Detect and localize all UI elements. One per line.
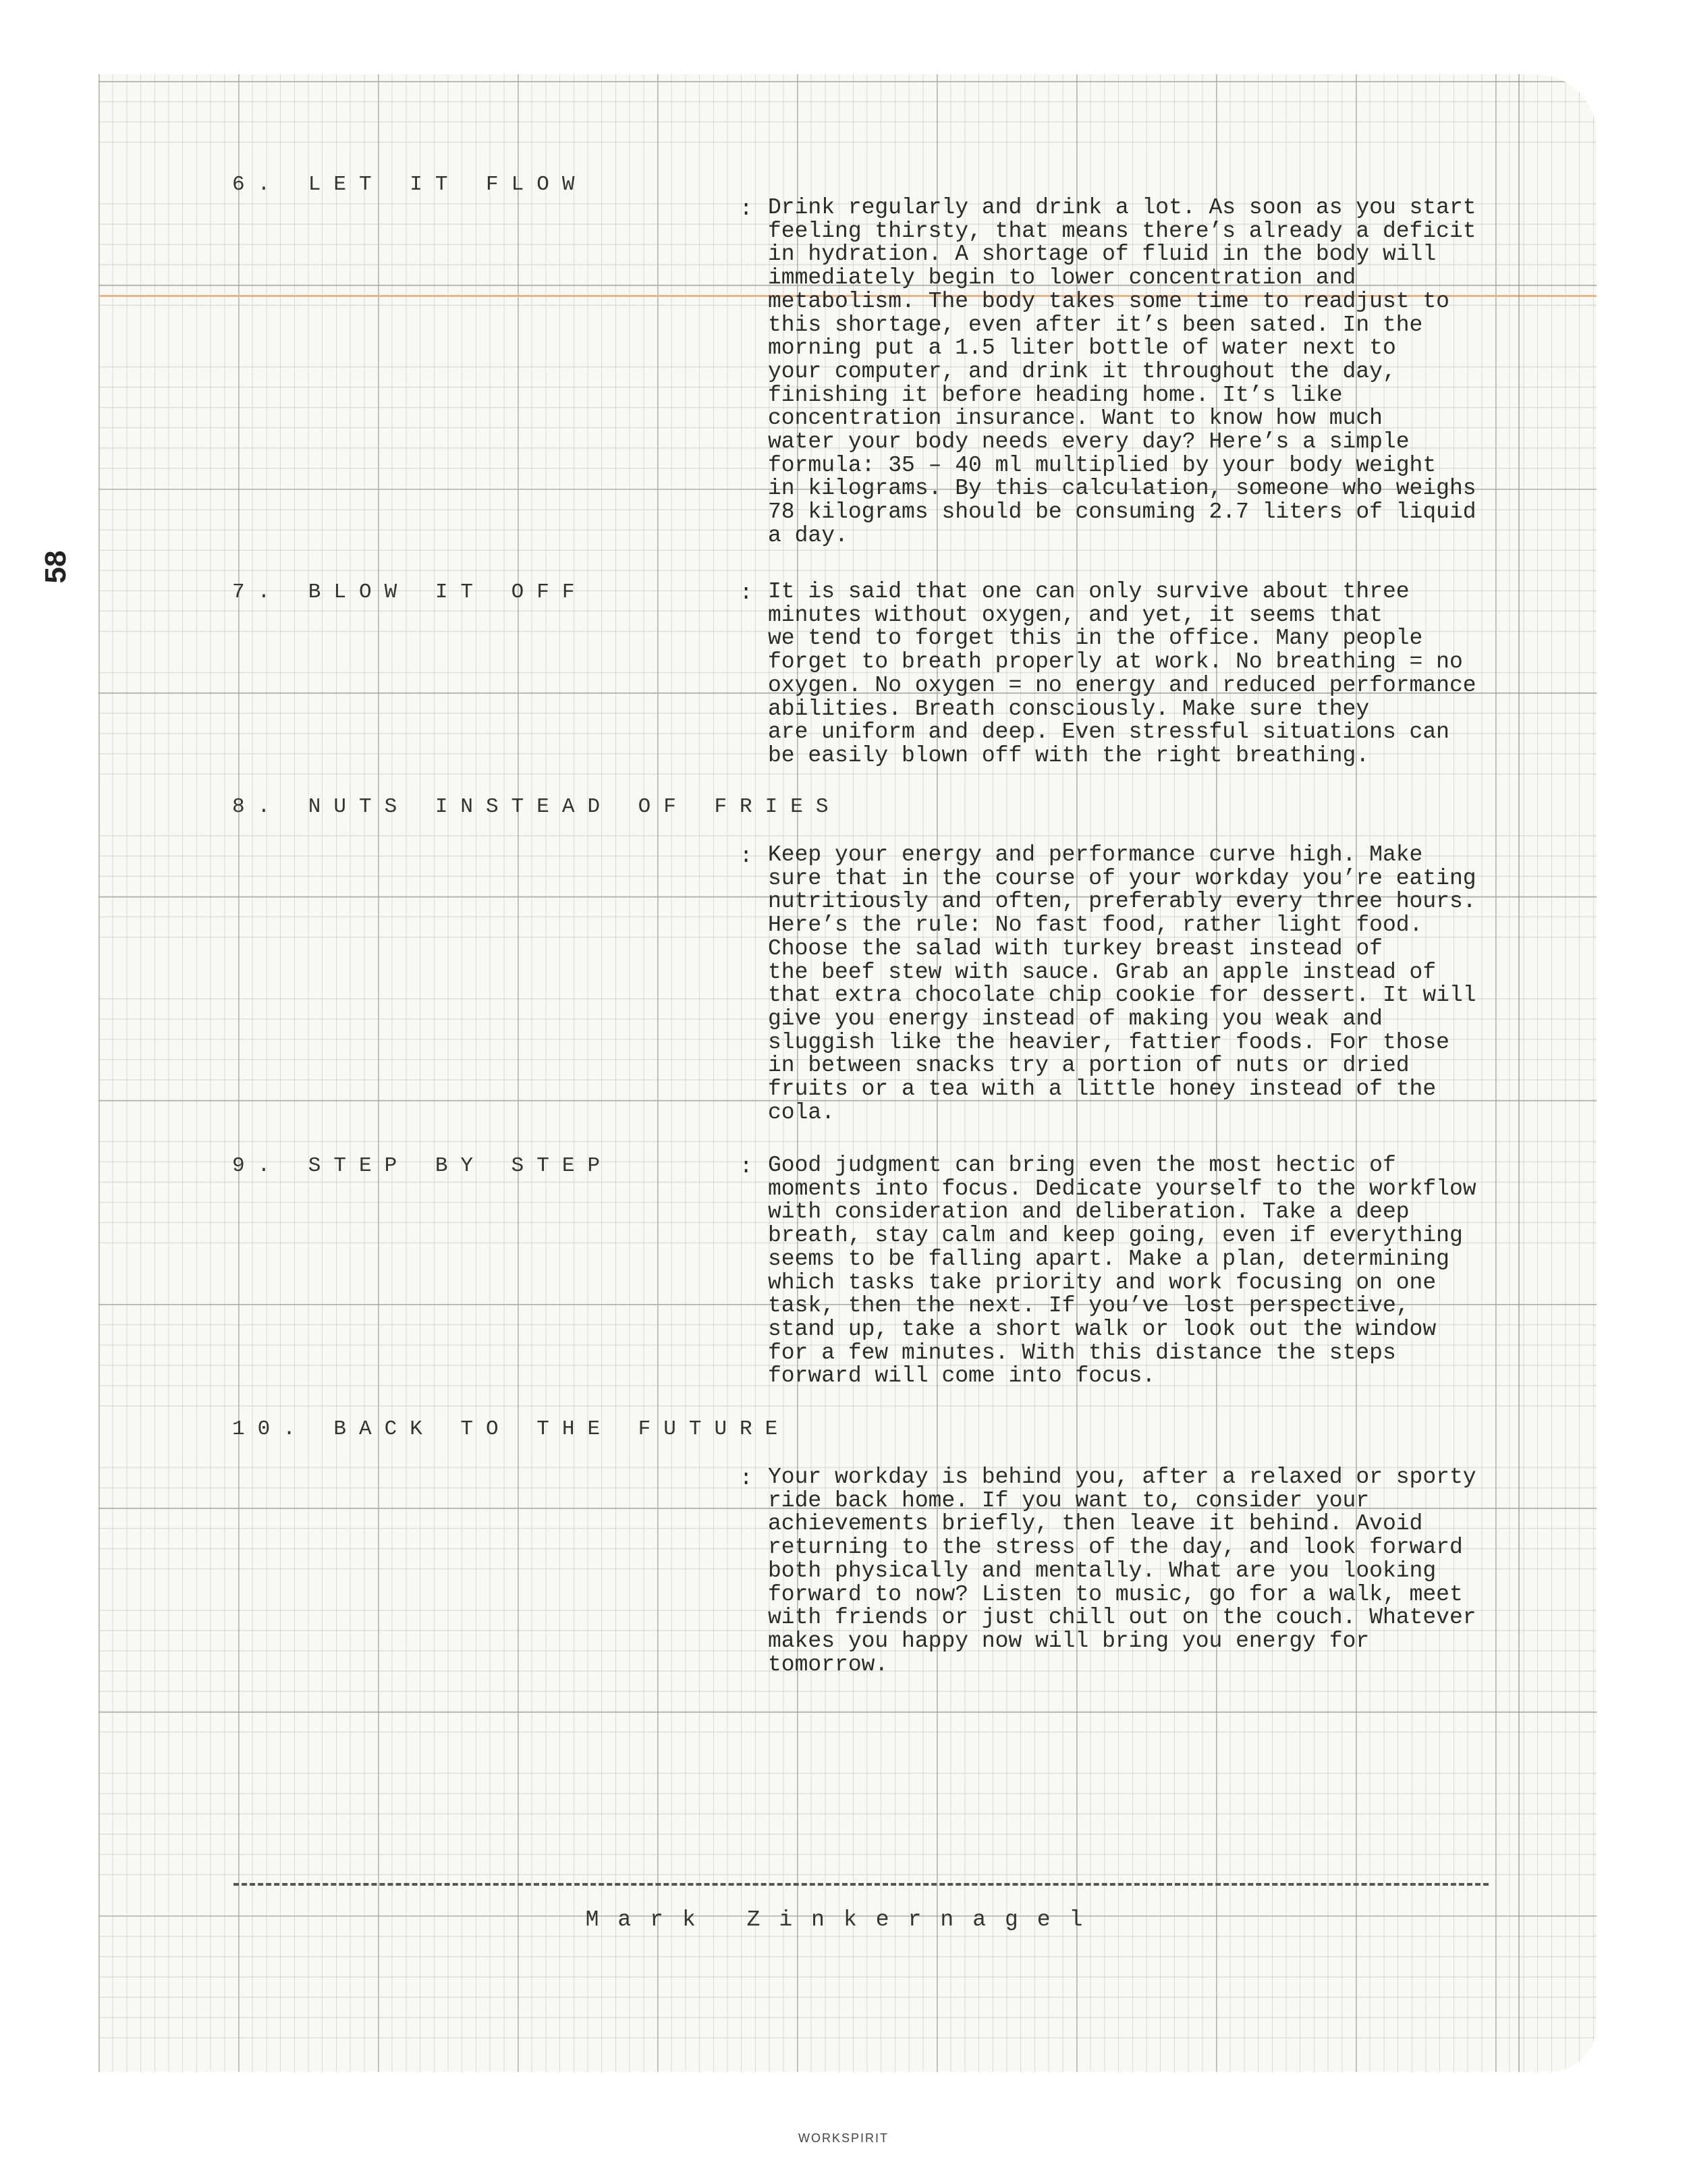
section-heading: 6. LET IT FLOW [232,173,588,196]
section-marker: : [740,1466,753,1491]
section-heading: 10. BACK TO THE FUTURE [232,1417,791,1441]
section-marker: : [740,580,753,605]
signature-divider [233,1883,1489,1886]
section-marker: : [740,196,753,221]
magazine-footer: WORKSPIRIT [798,2131,889,2145]
section-body: Keep your energy and performance curve high. Make sure that in the course of your workday you’re eating nutritiously and often, preferably every three hours. Here’s the rule: No fast food, rather light food. Choose the salad with turkey breast instead of the beef stew with sauce. Grab an apple instead of that extra chocolate chip cookie for dessert. It will give you energy instead of making you weak and sluggish like the heavier, fattier foods. For those in between snacks try a portion of nuts or dried fruits or a tea with a little honey instead of the cola. [768,842,1476,1125]
section-heading: 8. NUTS INSTEAD OF FRIES [232,795,841,819]
section-body: Good judgment can bring even the most hectic of moments into focus. Dedicate yourself to the workflow with consideration and deliberation. Take a deep breath, stay calm and keep going, even if everything seems to be falling apart. Make a plan, determining which tasks take priority and work focusing on one task, then the next. If you’ve lost perspective, stand up, take a short walk or look out the window for a few minutes. With this distance the steps forward will come into focus. [768,1153,1476,1389]
section-body: Drink regularly and drink a lot. As soon as you start feeling thirsty, that means there’s already a deficit in hydration. A shortage of fluid in the body will immediately begin to lower concentration and metabolism. The body takes some time to readjust to this shortage, even after it’s been sated. In the morning put a 1.5 liter bottle of water next to your computer, and drink it throughout the day, finishing it before heading home. It’s like concentration insurance. Want to know how much water your body needs every day? Here’s a simple formula: 35 – 40 ml multiplied by your body weight in kilograms. By this calculation, someone who weighs 78 kilograms should be consuming 2.7 liters of liquid a day. [768,195,1476,548]
section-heading: 9. STEP BY STEP [232,1154,613,1178]
page-number: 58 [39,550,72,584]
section-marker: : [740,1154,753,1179]
section-heading: 7. BLOW IT OFF [232,580,588,604]
section-body: It is said that one can only survive about three minutes without oxygen, and yet, it seems that we tend to forget this in the office. Many people forget to breath properly at work. No breathing = no oxygen. No oxygen = no energy and reduced performance abilities. Breath consciously. Make sure they are uniform and deep. Even stressful situations can be easily blown off with the right breathing. [768,579,1476,768]
author-name: Mark Zinkernagel [585,1907,1102,1932]
section-body: Your workday is behind you, after a relaxed or sporty ride back home. If you want to, consider your achievements briefly, then leave it behind. Avoid returning to the stress of the day, and look forward both physically and mentally. What are you looking forward to now? Listen to music, go for a walk, meet with friends or just chill out on the couch. Whatever makes you happy now will bring you energy for tomorrow. [768,1465,1476,1677]
section-marker: : [740,844,753,869]
